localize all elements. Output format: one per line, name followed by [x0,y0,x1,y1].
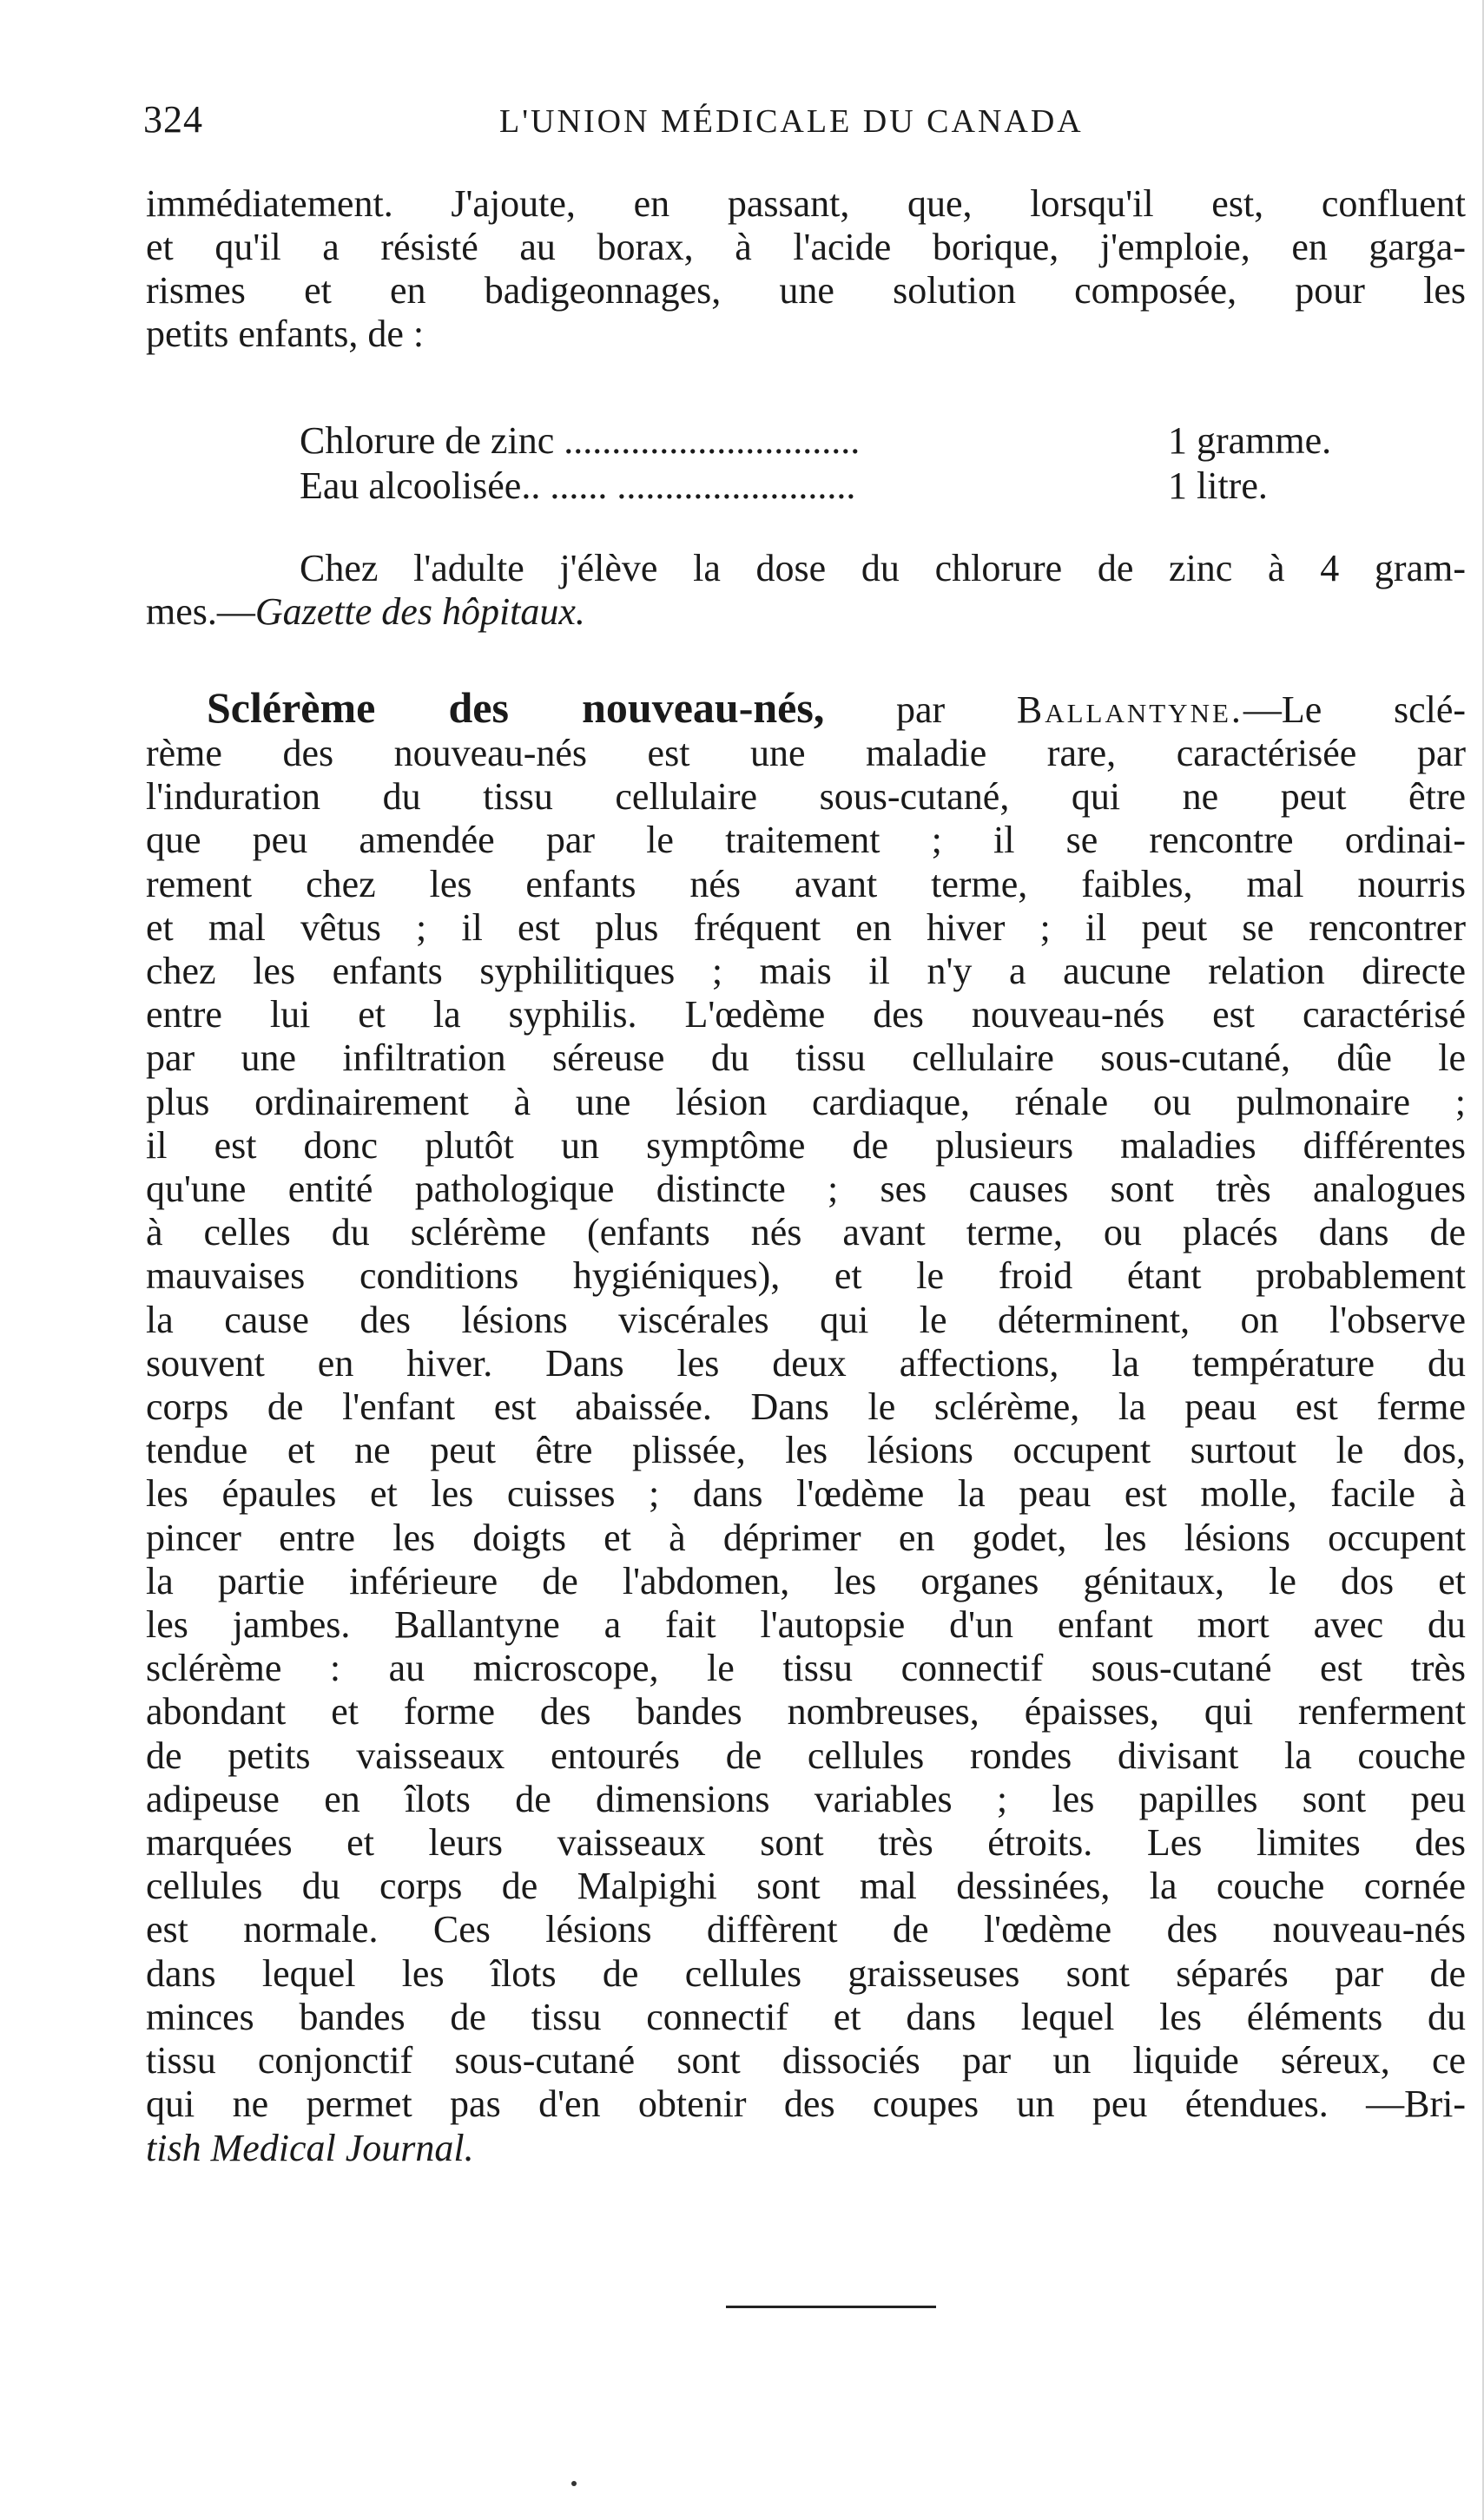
text-line: rème des nouveau-nés est une maladie rare, caractérisée par [146,732,1466,774]
section-divider [726,2306,936,2308]
text-line: mauvaises conditions hygiéniques), et le froid étant probablement [146,1254,1466,1298]
text-line: chez les enfants syphilitiques ; mais il n'y a aucune relation directe [146,950,1466,993]
text-line: rement chez les enfants nés avant terme, faibles, mal nourris [146,862,1466,905]
text-line: tissu conjonctif sous-cutané sont dissociés par un liquide séreux, ce [146,2039,1466,2082]
text-line: la partie inférieure de l'abdomen, les organes génitaux, le dos et [146,1559,1466,1602]
article-by: par [896,688,946,731]
text-line: les épaules et les cuisses ; dans l'œdème la peau est molle, facile à [146,1472,1466,1516]
article-lead: —Le sclé- [1243,688,1467,731]
page-header [143,97,1463,149]
text-line: petits enfants, de : [146,313,425,355]
formula-row [300,418,1376,464]
text-line: est normale. Ces lésions diffèrent de l'œdème des nouveau-nés [146,1908,1466,1951]
running-head: L'UNION MÉDICALE DU CANADA [499,103,1084,140]
text-line: à celles du sclérème (enfants nés avant terme, ou placés dans de [146,1211,1466,1254]
text-line: souvent en hiver. Dans les deux affections, la température du [146,1341,1466,1385]
text-line: tendue et ne peut être plissée, les lésions occupent surtout le dos, [146,1429,1466,1472]
adult-dose-paragraph [146,547,1466,634]
text-line: plus ordinairement à une lésion cardiaque, rénale ou pulmonaire ; [146,1080,1466,1123]
article-author: Ballantyne. [1016,688,1243,731]
journal-citation: tish Medical Journal. [146,2126,474,2169]
text-line: qu'une entité pathologique distincte ; ses causes sont très analogues [146,1168,1466,1211]
text-line: Chez l'adulte j'élève la dose du chlorure de zinc à 4 gram- [300,547,1466,589]
text-line: de petits vaisseaux entourés de cellules rondes divisant la couche [146,1734,1466,1777]
text-line: pincer entre les doigts et à déprimer en godet, les lésions occupent [146,1516,1466,1559]
source-citation: Gazette des hôpitaux. [254,590,585,633]
text-line: immédiatement. J'ajoute, en passant, que, lorsqu'il est, confluent [146,182,1466,225]
ingredient-amount: 1 gramme. [1168,419,1332,462]
text-line: l'induration du tissu cellulaire sous-cutané, qui ne peut être [146,775,1466,819]
page-number: 324 [143,98,203,141]
text-line: la cause des lésions viscérales qui le déterminent, on l'observe [146,1298,1466,1341]
article-title: Sclérème des nouveau-nés, [207,683,825,732]
article-sclereme [146,683,1467,2170]
text-line: abondant et forme des bandes nombreuses, épaisses, qui renferment [146,1690,1466,1734]
text-line: cellules du corps de Malpighi sont mal dessinées, la couche cornée [146,1865,1466,1908]
text-line: marquées et leurs vaisseaux sont très étroits. Les limites des [146,1821,1466,1865]
prescription-formula [300,418,1376,509]
text-fragment: mes.— [146,590,255,633]
text-line: minces bandes de tissu connectif et dans lequel les éléments du [146,1995,1466,2038]
text-line: que peu amendée par le traitement ; il se rencontre ordinai- [146,819,1466,862]
text-line: et mal vêtus ; il est plus fréquent en hiver ; il peut se rencontrer [146,905,1466,949]
text-line: entre lui et la syphilis. L'œdème des nouveau-nés est caractérisé [146,993,1466,1036]
text-line: rismes et en badigeonnages, une solution composée, pour les [146,269,1466,312]
formula-row [300,464,1376,509]
ingredient-name: Chlorure de zinc ............................... [300,419,861,462]
intro-paragraph [146,182,1466,356]
ingredient-amount: 1 litre. [1168,464,1268,507]
text-line: corps de l'enfant est abaissée. Dans le sclérème, la peau est ferme [146,1385,1466,1429]
article-heading-line [146,683,1467,732]
text-line: adipeuse en îlots de dimensions variables ; les papilles sont peu [146,1777,1466,1820]
text-line: sclérème : au microscope, le tissu connectif sous-cutané est très [146,1647,1466,1690]
text-line: dans lequel les îlots de cellules graisseuses sont séparés par de [146,1951,1466,1995]
text-line: et qu'il a résisté au borax, à l'acide borique, j'emploie, en garga- [146,226,1466,268]
print-speck [571,2481,577,2486]
text-line: les jambes. Ballantyne a fait l'autopsie d'un enfant mort avec du [146,1603,1466,1647]
text-line: par une infiltration séreuse du tissu cellulaire sous-cutané, dûe le [146,1036,1466,1080]
text-line [146,590,1466,634]
text-line: qui ne permet pas d'en obtenir des coupes un peu étendues. —Bri- [146,2082,1466,2126]
ingredient-name: Eau alcoolisée.. ...... ......................... [300,464,856,507]
text-line: il est donc plutôt un symptôme de plusieurs maladies différentes [146,1123,1466,1167]
